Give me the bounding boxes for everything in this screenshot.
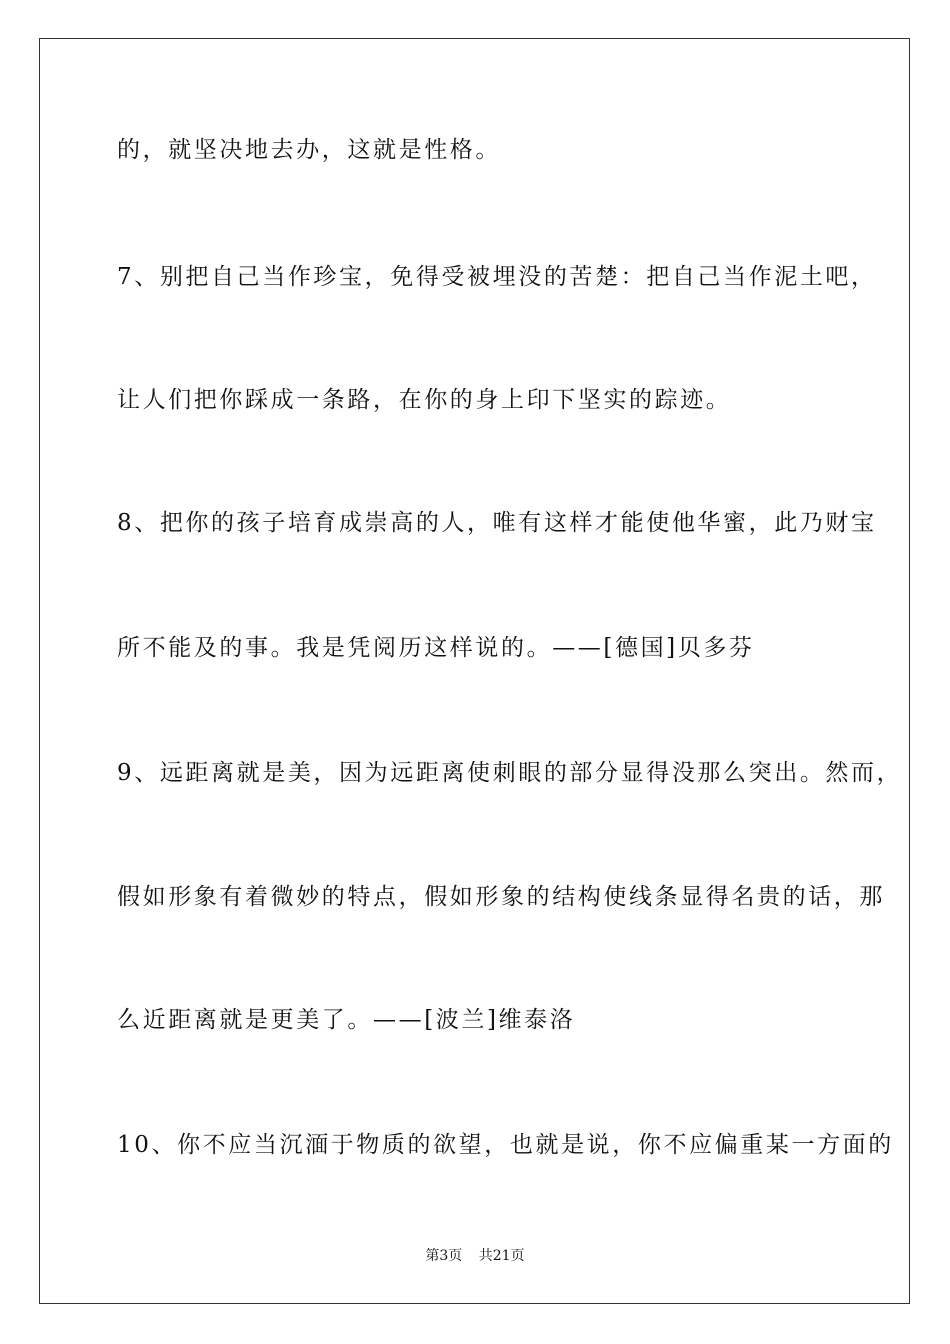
text-line: 么近距离就是更美了。——[波兰]维泰洛 <box>117 1007 576 1033</box>
text-line: 假如形象有着微妙的特点，假如形象的结构使线条显得名贵的话，那 <box>117 884 885 910</box>
page-total: 共21页 <box>478 1248 525 1264</box>
text-line: 8、把你的孩子培育成崇高的人，唯有这样才能使他华蜜，此乃财宝 <box>117 510 877 536</box>
page-footer <box>0 1247 950 1265</box>
page-number: 第3页 <box>425 1248 463 1264</box>
text-line: 让人们把你踩成一条路，在你的身上印下坚实的踪迹。 <box>117 387 732 413</box>
text-line: 9、远距离就是美，因为远距离使刺眼的部分显得没那么突出。然而， <box>117 760 903 786</box>
text-line: 所不能及的事。我是凭阅历这样说的。——[德国]贝多芬 <box>117 635 755 661</box>
text-line: 7、别把自己当作珍宝，免得受被埋没的苦楚：把自己当作泥土吧， <box>117 264 877 290</box>
text-line: 10、你不应当沉湎于物质的欲望，也就是说，你不应偏重某一方面的 <box>117 1132 894 1158</box>
text-line: 的，就坚决地去办，这就是性格。 <box>117 137 501 163</box>
page-frame <box>39 38 910 1304</box>
